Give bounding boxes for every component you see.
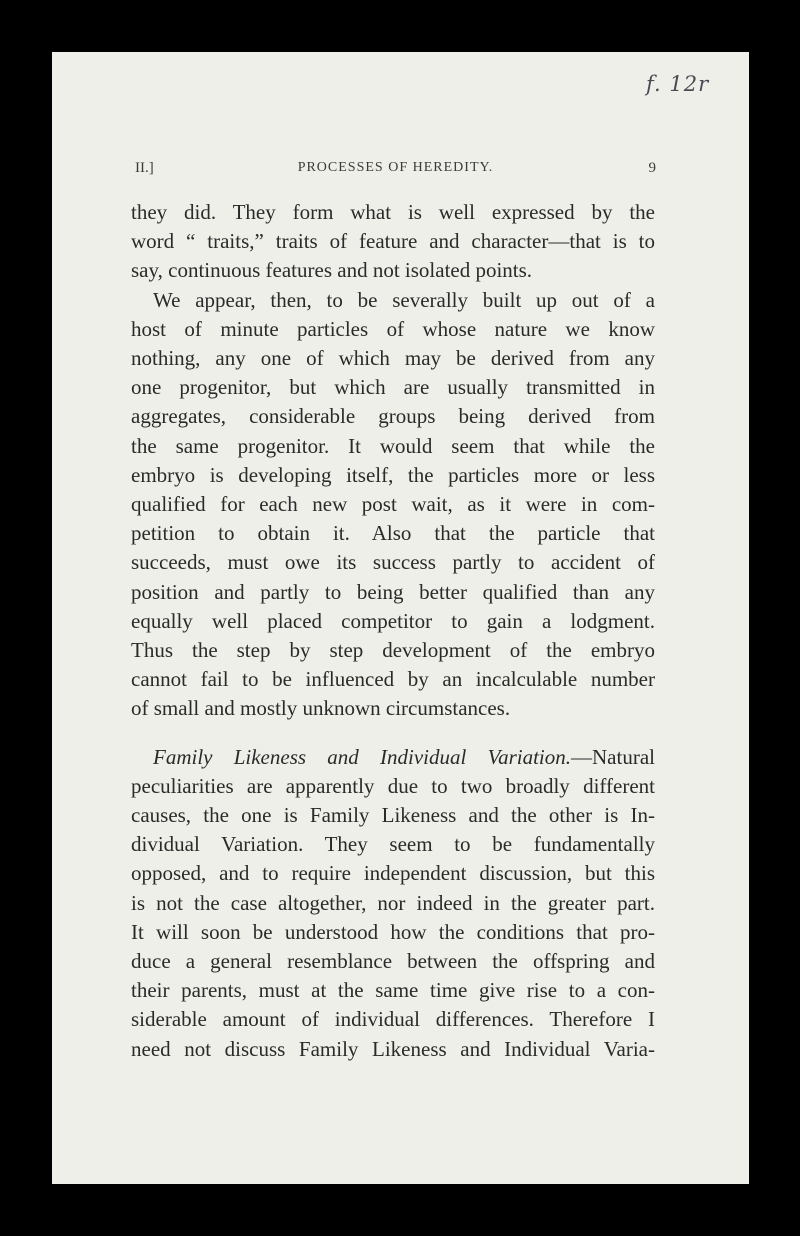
- text-line: host of minute particles of whose nature we know: [131, 316, 655, 341]
- text-line: equally well placed competitor to gain a lodgment.: [131, 608, 655, 633]
- paragraph-2: [131, 286, 655, 724]
- text-line: the same progenitor. It would seem that while the: [131, 433, 655, 458]
- page-number: 9: [648, 160, 656, 176]
- text-line: nothing, any one of which may be derived from any: [131, 346, 655, 371]
- text-line: Thus the step by step development of the embryo: [131, 638, 655, 663]
- text-line: cannot fail to be influenced by an incalculable number: [131, 667, 655, 692]
- book-page: [52, 52, 749, 1184]
- running-title: PROCESSES OF HEREDITY.: [297, 160, 494, 175]
- text-line: siderable amount of individual differences. Therefore I: [131, 1007, 655, 1032]
- text-line: is not the case altogether, nor indeed in the greater part.: [131, 890, 655, 915]
- chapter-number: II.]: [135, 160, 154, 176]
- text-line: of small and mostly unknown circumstances.: [131, 696, 511, 721]
- text-line: one progenitor, but which are usually transmitted in: [131, 375, 655, 400]
- text-line: their parents, must at the same time give rise to a con-: [131, 978, 655, 1003]
- text-line: dividual Variation. They seem to be fundamentally: [131, 832, 655, 857]
- running-head: [135, 160, 656, 184]
- paragraph-3: [131, 743, 655, 1064]
- text-line: word “ traits,” traits of feature and character—that is to: [131, 229, 655, 254]
- paragraph-1: [131, 198, 655, 286]
- text-line: qualified for each new post wait, as it were in com-: [131, 492, 655, 517]
- text-line: duce a general resemblance between the offspring and: [131, 949, 655, 974]
- text-line: need not discuss Family Likeness and Individual Varia-: [131, 1036, 655, 1061]
- text-line: [131, 743, 655, 772]
- text-line: say, continuous features and not isolated points.: [131, 258, 533, 283]
- text-line: We appear, then, to be severally built up out of a: [153, 287, 655, 312]
- text-line: opposed, and to require independent discussion, but this: [131, 861, 655, 886]
- text-line: succeeds, must owe its success partly to accident of: [131, 550, 655, 575]
- section-heading: Family Likeness and Individual Variation.: [153, 744, 572, 769]
- text-line: embryo is developing itself, the particles more or less: [131, 462, 655, 487]
- text-line: causes, the one is Family Likeness and the other is In-: [131, 803, 655, 828]
- body-text: [131, 198, 655, 1064]
- text-fragment: —Natural: [571, 744, 655, 769]
- text-line: petition to obtain it. Also that the particle that: [131, 521, 655, 546]
- text-line: It will soon be understood how the conditions that pro-: [131, 919, 655, 944]
- folio-annotation: f. 12r: [646, 72, 710, 96]
- text-line: aggregates, considerable groups being derived from: [131, 404, 655, 429]
- text-line: they did. They form what is well expressed by the: [131, 200, 655, 224]
- text-line: position and partly to being better qualified than any: [131, 579, 655, 604]
- text-line: peculiarities are apparently due to two broadly different: [131, 773, 655, 798]
